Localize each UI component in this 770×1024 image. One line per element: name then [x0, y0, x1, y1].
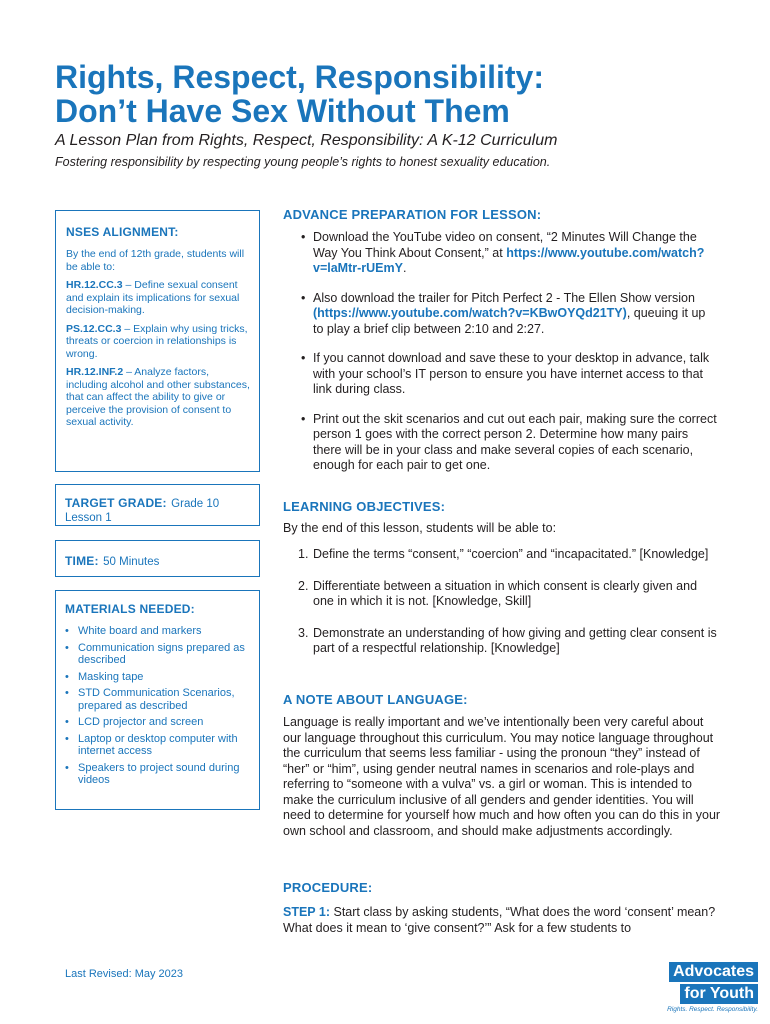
target-grade-value: Grade 10 — [171, 498, 220, 510]
nses-item: HR.12.CC.3 – Define sexual consent and explain its implications for sexual decision-making. — [66, 279, 240, 316]
list-item: 1. Define the terms “consent,” “coercion” and “incapacitated.” [Knowledge] — [298, 547, 709, 561]
objectives-intro: By the end of this lesson, students will be able to: — [283, 521, 557, 535]
target-grade-label: TARGET GRADE: — [65, 496, 167, 510]
subtitle: A Lesson Plan from Rights, Respect, Responsibility: A K-12 Curriculum — [55, 132, 558, 149]
nses-item: PS.12.CC.3 – Explain why using tricks, threats or coercion in relationships is wrong. — [66, 322, 248, 360]
list-item: 2. Differentiate between a situation in which consent is clearly given and one in which it is not. [Knowledge, Skill] — [298, 578, 698, 608]
list-item: • Laptop or desktop computer with internet access — [65, 733, 250, 758]
title-line-1: Rights, Respect, Responsibility: — [55, 59, 544, 95]
logo-line-1: Advocates — [669, 962, 758, 982]
list-item: • Speakers to project sound during videos — [65, 762, 250, 787]
language-heading: A NOTE ABOUT LANGUAGE: — [283, 692, 468, 707]
objectives-heading: LEARNING OBJECTIVES: — [283, 499, 446, 514]
target-grade-box — [55, 484, 260, 526]
list-item: • Also download the trailer for Pitch Perfect 2 - The Ellen Show version (https://www.youtube.com/watch?v=KBwOYQd21TY), queuing it up to play a brief clip between 2:10 and 2:27. — [301, 290, 706, 336]
language-text: Language is really important and we’ve intentionally been very careful about our language throughout this curriculum. You may notice language throughout the curriculum that seems less familiar - using the pronoun “they” instead of “her” or “him”, using gender neutral names in scenarios and role-plays and referring to “someone with a vulva” vs. a girl or woman. This is intended to make the curriculum inclusive of all genders and gender identities. You will need to determine for yourself how much and how often you can do this in your own school and classroom, and should make adjustments accordingly. — [283, 715, 721, 838]
list-item: • STD Communication Scenarios, prepared as described — [65, 687, 250, 712]
time-box — [55, 540, 260, 577]
youtube-trailer-link[interactable]: (https://www.youtube.com/watch?v=KBwOYQd21TY) — [313, 306, 627, 320]
objectives-list — [298, 547, 718, 657]
list-item: • Print out the skit scenarios and cut out each pair, making sure the correct person 1 goes with the correct person 2. Determine how many pairs there will be in your class and make several copies of each scenario, enough for each pair to get one. — [301, 411, 717, 472]
list-item: • LCD projector and screen — [65, 716, 250, 729]
last-revised: Last Revised: May 2023 — [65, 968, 184, 980]
lesson-number: Lesson 1 — [65, 512, 112, 524]
list-item: • Communication signs prepared as described — [65, 642, 250, 667]
logo-line-2: for Youth — [680, 984, 758, 1004]
nses-label: NSES ALIGNMENT: — [66, 225, 179, 239]
list-item: • Masking tape — [65, 671, 250, 684]
time-value: 50 Minutes — [103, 556, 160, 568]
nses-intro: By the end of 12th grade, students will be able to: — [66, 248, 245, 273]
advance-list — [301, 230, 718, 474]
advance-heading: ADVANCE PREPARATION FOR LESSON: — [283, 207, 542, 222]
step-label: STEP 1: — [283, 905, 331, 919]
list-item: • White board and markers — [65, 625, 250, 638]
time-label: TIME: — [65, 554, 99, 568]
list-item: 3. Demonstrate an understanding of how giving and getting clear consent is part of a respectful relationship. [Knowledge] — [298, 625, 717, 655]
materials-list — [65, 625, 250, 787]
nses-alignment-box — [55, 210, 260, 472]
title-line-2: Don’t Have Sex Without Them — [55, 93, 510, 129]
logo-tagline: Rights. Respect. Responsibility. — [667, 1006, 758, 1013]
advocates-for-youth-logo — [640, 962, 758, 1013]
nses-item: HR.12.INF.2 – Analyze factors, including alcohol and other substances, that can affect the ability to give or perceive the provision of consent to sexual activity. — [66, 366, 250, 428]
procedure-heading: PROCEDURE: — [283, 880, 373, 895]
list-item: • Download the YouTube video on consent, “2 Minutes Will Change the Way You Think About Consent,” at https://www.youtube.com/watch?v=laMtr-rUEmY. — [301, 230, 705, 275]
materials-box — [55, 590, 260, 810]
materials-label: MATERIALS NEEDED: — [65, 602, 195, 616]
procedure-step-1: STEP 1: Start class by asking students, “What does the word ‘consent’ mean? What does it mean to ‘give consent?’” Ask for a few students to — [283, 905, 716, 935]
list-item: • If you cannot download and save these to your desktop in advance, talk with your school’s IT person to ensure you have internet access to that link during class. — [301, 351, 710, 396]
tagline: Fostering responsibility by respecting young people’s rights to honest sexuality education. — [55, 155, 551, 169]
page-title — [55, 60, 735, 128]
youtube-consent-link[interactable]: https://www.youtube.com/watch?v=laMtr-rUEmY — [313, 245, 705, 275]
